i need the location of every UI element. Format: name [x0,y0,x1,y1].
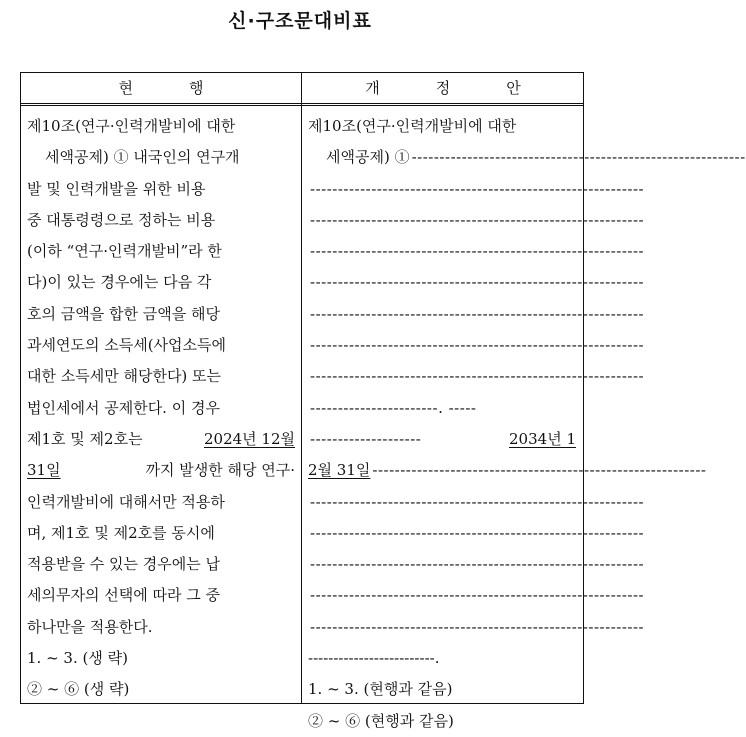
text-line [308,174,645,205]
text-line: 법인세에서 공제한다. 이 경우 [27,398,220,417]
text-line [308,580,645,611]
text-line: (이하 “연구·인력개발비”라 한 [27,242,222,261]
unchanged-dashes: ------------------------------------------------------------ [310,492,645,511]
unchanged-dashes: ------------------------------------------------------------ [310,304,645,323]
table-header [21,73,583,106]
text-line: 제10조(연구·인력개발비에 대한 [27,117,236,135]
text-line [308,643,576,674]
text-line: 1. ~ 3. (생 략) [27,649,128,668]
revised-date: 2월 31일 [308,461,371,480]
text-line: 발 및 인력개발을 위한 비용 [27,179,206,198]
revised-date: 2034년 1 [509,429,576,448]
unchanged-dashes: ------------------------------------------------------------ [310,242,645,261]
text-line: 며, 제1호 및 제2호를 동시에 [27,523,215,542]
text-line: 인력개발비에 대해서만 적용하 [27,492,225,511]
text-line [308,455,707,486]
text-line [308,205,645,236]
header-current-char: 현 [118,79,133,97]
column-divider [301,73,302,703]
text-line [308,330,645,361]
text-line [308,236,645,267]
text-line: 대한 소득세만 해당한다) 또는 [27,367,222,386]
text-line [308,518,645,549]
text-line: 하나만을 적용한다. [27,617,153,636]
text-line: 세의무자의 선택에 따라 그 중 [27,586,220,605]
text-line [308,549,645,580]
text-line [308,299,645,330]
unchanged-dashes-period: -----------------------. ----- [310,398,477,417]
header-revised-char: 정 [435,79,451,97]
underlined-date: 31일 [27,461,61,480]
text-line [308,393,576,424]
text-line: 31일 까지 발생한 해당 연구· [27,455,295,486]
revised-text-column [308,111,746,737]
text-line [308,487,645,518]
text-line: 제10조(연구·인력개발비에 대한 [308,117,517,135]
header-current-char: 행 [189,79,204,97]
comparison-table [20,72,746,730]
text-line: 중 대통령령으로 정하는 비용 [27,210,216,229]
text-line: 과세연도의 소득세(사업소득에 [27,336,226,355]
text-line [308,424,576,455]
text-line: ② ~ ⑥ (현행과 같음) [308,711,454,730]
text-line: 1. ~ 3. (현행과 같음) [308,680,453,699]
underlined-date: 2024년 12월 [203,429,295,448]
unchanged-dashes: ------------------------------------------------------------ [310,367,645,386]
text-line: 적용받을 수 있는 경우에는 납 [27,555,220,574]
header-revised [302,77,584,98]
unchanged-dashes: ------------------------------------------------------------ [310,555,645,574]
unchanged-dashes: ------------------------------------------------------------ [310,523,645,542]
unchanged-dashes: ------------------------------------------------------------ [411,148,746,167]
text-line: 세액공제) ① ------------------------------------------------------------ [308,142,576,173]
header-current [21,77,301,98]
header-revised-char: 안 [506,79,521,97]
unchanged-dashes-end: -------------------------. [308,649,440,668]
header-revised-char: 개 [365,79,380,97]
text-line: 다)이 있는 경우에는 다음 각 [27,273,212,292]
text-line: 제1호 및 제2호는 2024년 12월 [27,424,295,455]
unchanged-dashes: ------------------------------------------------------------ [372,461,707,480]
unchanged-dashes: ------------------------------------------------------------ [310,617,645,636]
page-title: 신·구조문대비표 [228,10,372,32]
text-line [308,361,645,392]
text-line: ② ~ ⑥ (생 략) [27,680,130,699]
unchanged-dashes: ------------------------------------------------------------ [310,586,645,605]
text-line: 호의 금액을 합한 금액을 해당 [27,304,220,323]
text-line: 세액공제) ① 내국인의 연구개 [45,148,240,167]
unchanged-dashes: ------------------------------------------------------------ [310,336,645,355]
unchanged-dashes: -------------------- [310,429,422,448]
unchanged-dashes: ------------------------------------------------------------ [310,273,645,292]
current-text-column [27,111,295,706]
unchanged-dashes: ------------------------------------------------------------ [310,210,645,229]
unchanged-dashes: ------------------------------------------------------------ [310,179,645,198]
text-line [308,612,645,643]
text-line [308,267,645,298]
